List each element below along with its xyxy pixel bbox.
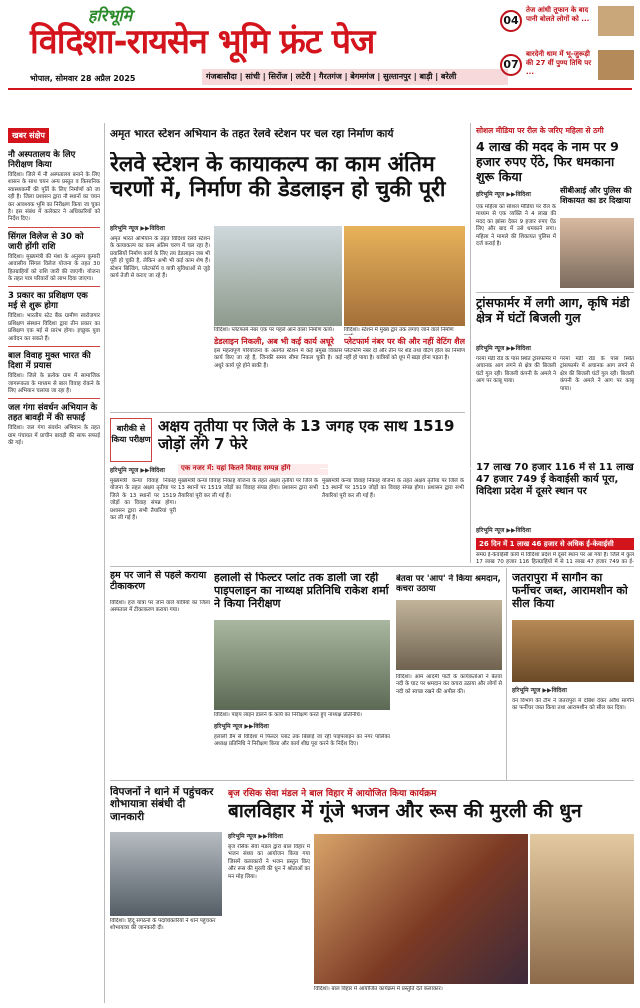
dateline: भोपाल, सोमवार 28 अप्रैल 2025 (30, 74, 136, 83)
page-title: विदिशा-रायसेन भूमि फ्रंट पेज (30, 22, 375, 62)
subhead: डेडलाइन निकली, अब भी कई कार्य अधूरे (214, 337, 334, 346)
station-photo-1 (214, 226, 342, 326)
teaser-photo (598, 6, 634, 36)
lead-kicker: अमृत भारत स्टेशन अभियान के तहत रेलवे स्टेशन पर चल रहा निर्माण कार्य (110, 128, 394, 140)
story-byline: हरिभूमि न्यूज ▶▶विदिशा (214, 723, 269, 730)
story-headline: जतरापुरा में सागौन का फर्नीचर जब्त, आरामशीन को सील किया (512, 572, 628, 610)
side-box: बारीकी से किया परीक्षण (110, 418, 152, 462)
story-subhead: सीबीआई और पुलिस की शिकायत का डर दिखाया (560, 186, 632, 205)
teaser-number: 04 (500, 10, 522, 32)
brief-text: विदिशा। जल गंगा संवर्धन अभियान के तहत ग्राम पंचायत में प्राचीन बावड़ी की साफ सफाई की गई। (8, 425, 100, 447)
subhead: एक नजर में: यहां कितने विवाह सम्पन्न होंगे (178, 464, 328, 475)
story-headline: विपजनों ने थाने में पहुंचकर शोभायात्रा संबंधी दी जानकारी (110, 786, 214, 823)
story-body: मुख्यमंत्री कन्या विवाह निकाह योजना के तहत अक्षय तृतीया पर जिले के 13 स्थानों पर 1519 जोड़ों का विवाह संपन्न होगा। प्रशासन द्वारा सभी तैयारियां पूरी कर ली गई हैं। (322, 478, 464, 499)
story-headline: ट्रांसफार्मर में लगी आग, कृषि मंडी क्षेत्र में घंटों बिजली गुल (476, 296, 630, 325)
station-photo-2 (344, 226, 465, 326)
woman-photo (560, 218, 634, 288)
story-body: विदिशा। आम आदमी पार्टी के कार्यकर्ताओं ने बेतवा नदी के घाट पर श्रमदान कर कचरा उठाया और लोगों से नदी को स्वच्छ रखने की अपील की। (396, 674, 502, 695)
story-byline: हरिभूमि न्यूज ▶▶विदिशा (228, 833, 283, 840)
brief-headline: बाल विवाह मुक्त भारत की दिशा में प्रयास (8, 351, 91, 372)
story-body: विदिशा। हज यात्रा पर जाने वाले यात्रियों का जिला अस्पताल में टीकाकरण कराया गया। (110, 600, 210, 614)
teaser-number: 07 (500, 54, 522, 76)
furniture-photo (512, 620, 634, 682)
story-byline: हरिभूमि न्यूज ▶▶विदिशा (110, 467, 165, 474)
photo-caption: विदिशा। प्लेटफार्म नंबर एक पर पहले आने वाला निर्माण कार्य। (214, 327, 334, 333)
story-headline: 4 लाख की मदद के नाम पर 9 हजार रुपए ऐंठे, फिर धमकाना शुरू किया (476, 140, 619, 184)
column-divider (104, 123, 105, 1003)
brief-headline: जल गंगा संवर्धन अभियान के तहत बावड़ी में की सफाई (8, 403, 98, 424)
brief-text: विदिशा। भारतीय स्टेट बैंक ग्रामीण स्वरोजगार प्रशिक्षण संस्थान विदिशा द्वारा तीन प्रकार का प्रशिक्षण एक मई से प्रारंभ होगा। इच्छुक युवा आवेदन कर सकते हैं। (8, 313, 100, 342)
story-kicker: सोशल मीडिया पर रील के जरिए महिला से ठगी (476, 126, 604, 135)
photo-caption: विदिशा। बाल विहार में आयोजित कार्यक्रम में प्रस्तुति देते कलाकार। (314, 986, 443, 992)
story-kicker: बृज रसिक सेवा मंडल ने बाल विहार में आयोजित किया कार्यक्रम (228, 789, 437, 798)
section-rule (110, 780, 634, 781)
police-photo (110, 832, 222, 916)
photo-caption: विदिशा। स्टेशन में मुख्य द्वार तक लगाए जाने वाले निर्माण (344, 327, 454, 333)
lead-byline: हरिभूमि न्यूज ▶▶विदिशा (110, 225, 165, 232)
story-body: एक महिला को सोशल मीडिया पर रील के माध्यम से एक व्यक्ति ने 4 लाख की मदद का झांसा देकर 9 हजार रुपए ऐंठ लिए और बाद में उसे धमकाने लगा। महिला ने मामले की शिकायत पुलिस में दर्ज कराई है। (476, 204, 556, 248)
teaser-text: बारदेनी धाम में भू-जुरूड़ी की 27 वीं पुण्य तिथि पर ... (526, 50, 592, 76)
story-body: हलाली डैम से विदिशा में फिल्टर प्लांट तक बिछाई जा रही पाइपलाइन का नगर पालिका अध्यक्ष प्रतिनिधि ने निरीक्षण किया और कार्य शीघ्र पूरा करने के निर्देश दिए। (214, 734, 390, 748)
lead-headline: रेलवे स्टेशन के कायाकल्प का काम अंतिम चरणों में, निर्माण की डेडलाइन हो चुकी पूरी (110, 152, 446, 203)
aap-photo (396, 600, 502, 670)
photo-caption: विदिशा। हिंदू संगठनों के पदाधिकारियों ने थाने पहुंचकर शोभायात्रा की जानकारी दी। (110, 918, 216, 931)
photo-caption: विदिशा। पाइप लाइन डालने के कार्य का निरीक्षण करते हुए नाथ्यक्ष प्रतिनिधि। (214, 712, 362, 718)
masthead-rule (8, 88, 632, 90)
city-bar: गंजबासौदा | सांची | सिरोंज | लटेरी | गैरतगंज | बेगमगंज | सुल्तानपुर | बाड़ी | बरेली (202, 69, 508, 85)
section-rule (476, 292, 634, 293)
story-body: गरमा मंडी रोड के पास स्थित ट्रांसफार्मर में अचानक आग लगने से क्षेत्र की बिजली घंटों गुल रही। बिजली कंपनी के अमले ने आग पर काबू पाया। (560, 356, 634, 392)
section-rule (110, 412, 465, 413)
brief-headline: नौ अस्पतालय के लिए निरीक्षण किया (8, 150, 76, 170)
ekyc-headline-visible: 17 लाख 70 हजार 116 में से 11 लाख 47 हजार 749 ई केवाईसी कार्य पूरा, विदिशा प्रदेश में दूसरे स्थान पर (476, 462, 634, 497)
subhead-body: प्लेटफॉर्म नंबर दो और तीन पर शेड तथा वेटिंग हॉल का निर्माण नहीं हो पाया है। यात्रियों को धूप में खड़ा होना पड़ता है। (344, 348, 465, 362)
pipeline-photo (214, 620, 390, 710)
briefs-column (8, 123, 100, 1008)
ekyc-body: समग्र ई-केवाईसी कार्य में विदिशा प्रदेश में दूसरे स्थान पर आ गया है। जिले में कुल 17 लाख 70 हजार 116 हितग्राहियों में से 11 लाख 47 हजार 749 का ई- (476, 552, 634, 566)
lead-body: अमृत भारत अभियान के तहत विदिशा रेलवे स्टेशन के कायाकल्प का काम अंतिम चरण में चल रहा है। प्रवासियों निर्माण कार्य के लिए तय डेडलाइन जब भी पूरी हो चुकी है, लेकिन अभी भी कई काम शेष हैं। स्टेशन बिल्डिंग, प्लेटफॉर्म व यात्री सुविधाओं से जुड़े कार्य तेजी से कराए जा रहे हैं। (110, 236, 210, 280)
brief-headline: सिंगल विलेज से 30 को जारी होंगी राशि (8, 231, 84, 252)
story-headline: बेतवा पर 'आप' ने किया श्रमदान, कचरा उठाया (396, 574, 501, 594)
story-byline: हरिभूमि न्यूज ▶▶विदिशा (476, 345, 531, 352)
story-body: वन विभाग की टीम ने जतरापुरा में दबिश देकर अवैध सागौन का फर्नीचर जब्त किया तथा आरामशीन को सील कर दिया। (512, 698, 634, 712)
story-headline: बालविहार में गूंजे भजन और रूस की मुरली की धुन (228, 800, 582, 822)
brief-headline: 3 प्रकार का प्रशिक्षण एक मई से शुरू होगा (8, 291, 88, 312)
teaser-1[interactable] (500, 6, 635, 36)
section-head: खबर संक्षेप (8, 128, 49, 143)
story-body: मुख्यमंत्री कन्या विवाह निकाह योजना के तहत अक्षय तृतीया पर जिले के 13 स्थानों पर 1519 जोड़ों का विवाह संपन्न होगा। प्रशासन द्वारा सभी तैयारियां पूरी कर ली गई हैं। (178, 478, 318, 499)
subhead: प्लेटफार्म नंबर पर की और नहीं वेटिंग शैल (344, 337, 465, 346)
story-headline: हम पर जाने से पहले कराया टीकाकरण (110, 570, 207, 592)
event-photo (314, 834, 528, 984)
column-divider (506, 568, 507, 780)
brief-text: विदिशा। जिले में नौ अस्पतालय बनाने के लिए शासन के साथ चयन अन्य प्रस्तुत व किसानिक स्वास्थ्यकर्मी की पूर्ति के लिए निर्माणों को जा रही है। जिला प्रशासन द्वारा नौ स्थानों का चयन कर आवश्यक भूमि का निरीक्षण किया जा चुका है। इस संबंध में कलेक्टर ने अधिकारियों को निर्देश दिए। (8, 172, 100, 223)
ekyc-byline: हरिभूमि न्यूज ▶▶विदिशा (476, 527, 531, 534)
brief-text: विदिशा। मुख्यमंत्री की मंशा के अनुरूप कुमारी आवासीय सिंगल विलेज योजना के तहत 30 हितग्राहियों को राशि जारी की जाएगी। योजना के तहत पात्र परिवारों को लाभ दिया जाएगा। (8, 253, 100, 283)
ekyc-redbox: 26 दिन में 1 लाख 46 हजार से अधिक ई-केवाईसी (476, 538, 634, 550)
brief-text: विदिशा। जिले के प्रत्येक ग्राम में सामाजिक जागरूकता के माध्यम से बाल विवाह रोकने के लिए अभियान चलाया जा रहा है। (8, 373, 100, 394)
event-photo-2 (530, 834, 634, 984)
brand-logo: हरिभूमि (88, 6, 133, 25)
story-body: गरमा मंडी रोड के पास स्थित ट्रांसफार्मर में अचानक आग लगने से क्षेत्र की बिजली घंटों गुल रही। बिजली कंपनी के अमले ने आग पर काबू पाया। (476, 356, 556, 385)
column-divider (470, 123, 471, 563)
story-headline: हलाली से फिल्टर प्लांट तक डाली जा रही पाइपलाइन का नाथ्यक्ष प्रतिनिधि राकेश शर्मा ने किया निरीक्षण (214, 572, 389, 610)
section-rule (110, 566, 634, 567)
subhead-body: इस महत्वपूर्ण परियोजना के अंतर्गत स्टेशन में कई प्रमुख विकास कार्य किए जा रहे हैं, जिनकी समय सीमा निकल चुकी है। कई अधूरे कार्य पूरे होने बाकी हैं। (214, 348, 342, 369)
teaser-2[interactable] (500, 50, 635, 80)
story-headline: अक्षय तृतीया पर जिले के 13 जगह एक साथ 1519 जोड़ों लेंगे 7 फेरे (158, 418, 455, 453)
teaser-text: तेज आंधी तूफान के बाद पानी बोलते लोगों को ... (526, 6, 590, 23)
story-byline: हरिभूमि न्यूज ▶▶विदिशा (512, 687, 567, 694)
teaser-photo (598, 50, 634, 80)
story-body: बृज रसिक सेवा मंडल द्वारा बाल विहार में भजन संध्या का आयोजन किया गया जिसमें कलाकारों ने भजन प्रस्तुत किए और रूस की मुरली की धुन ने श्रोताओं का मन मोह लिया। (228, 844, 310, 880)
story-body: मुख्यमंत्री कन्या विवाह निकाह योजना के तहत अक्षय तृतीया पर जिले के 13 स्थानों पर 1519 जोड़ों का विवाह संपन्न होगा। प्रशासन द्वारा सभी तैयारियां पूरी कर ली गई हैं। (110, 478, 176, 522)
story-byline: हरिभूमि न्यूज ▶▶विदिशा (476, 191, 531, 198)
